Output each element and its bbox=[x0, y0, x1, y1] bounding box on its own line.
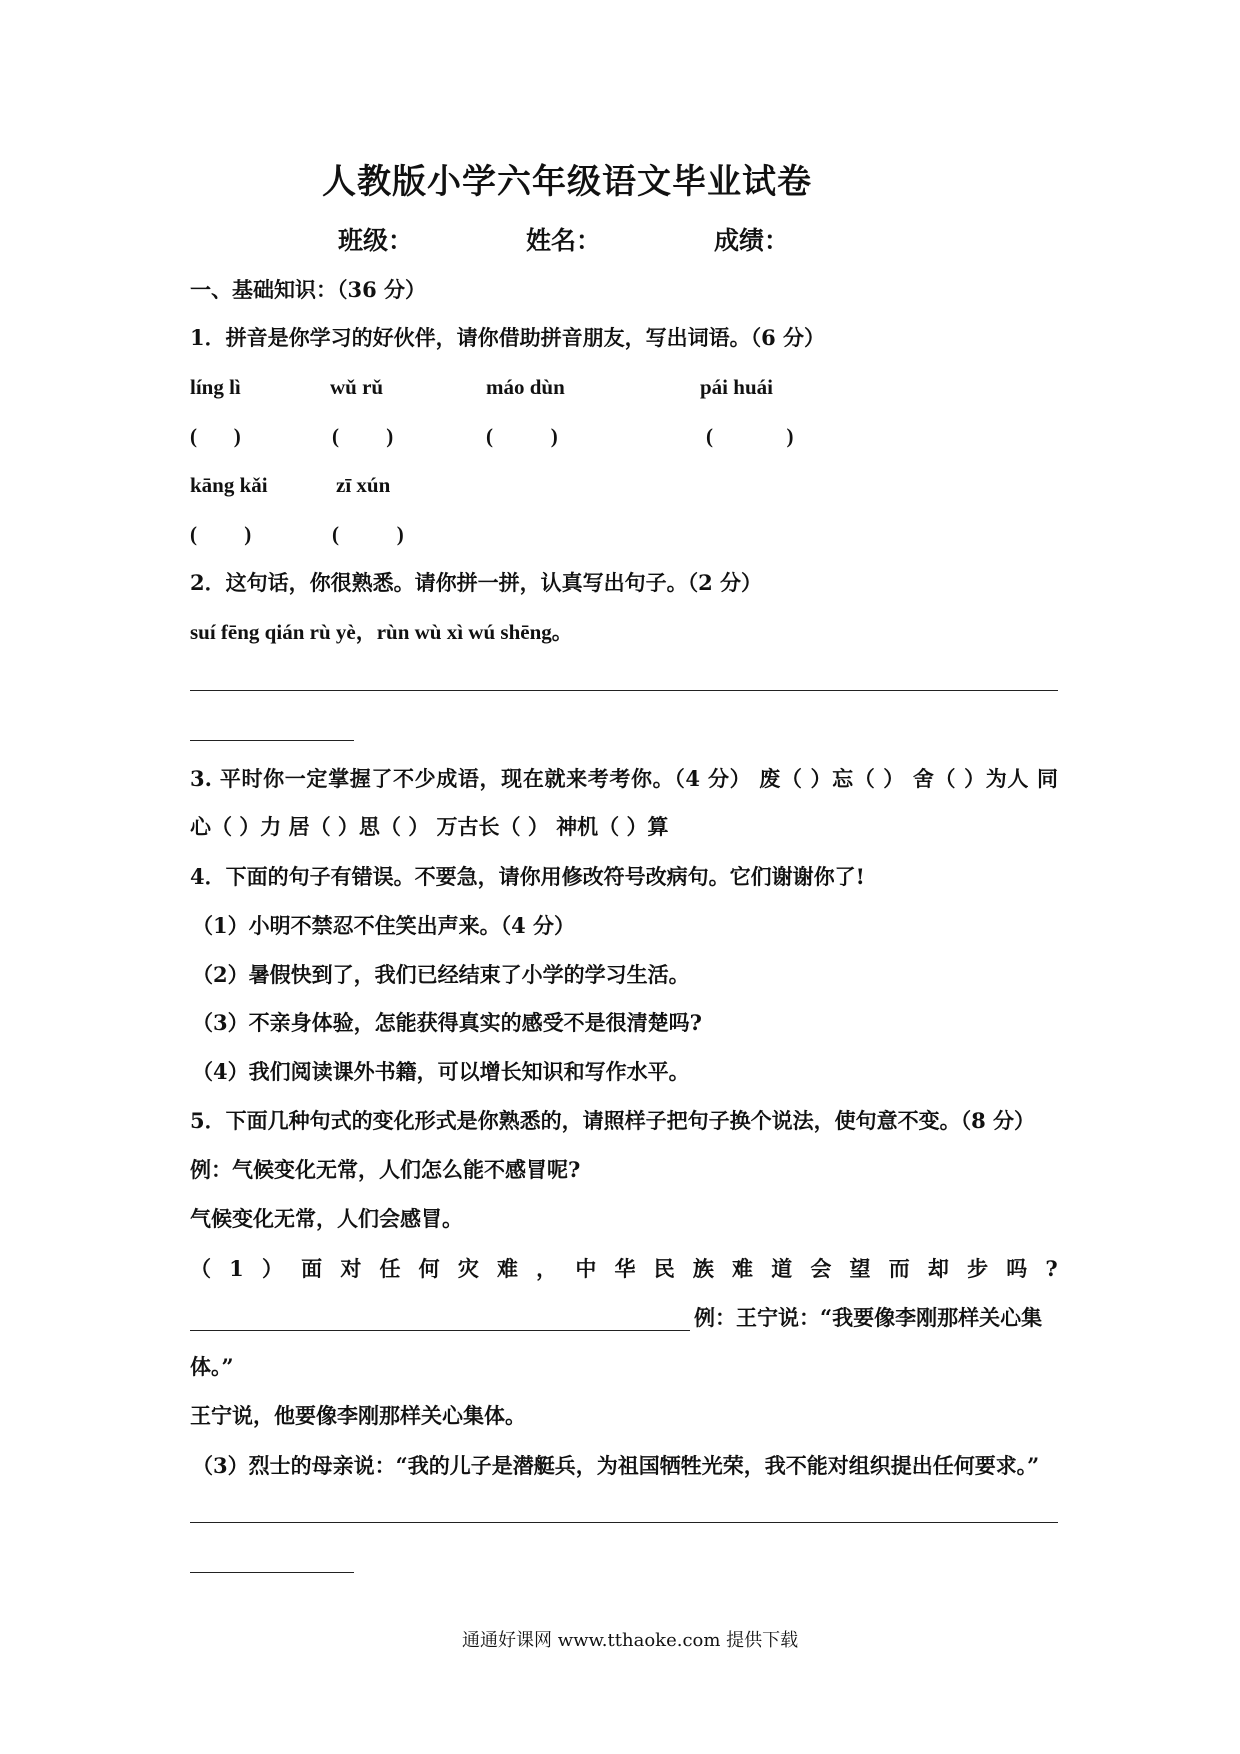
class-label: 班级： bbox=[338, 226, 414, 255]
q4-item-2: （2）暑假快到了，我们已经结束了小学的学习生活。 bbox=[192, 962, 690, 987]
pinyin-1: líng lì bbox=[190, 375, 241, 399]
q5-item-1-char: 吗 bbox=[1006, 1256, 1028, 1281]
q5-item-1-char: 难 bbox=[732, 1256, 754, 1281]
answer-blank-6[interactable]: ( ) bbox=[332, 522, 404, 546]
pinyin-5: kāng kǎi bbox=[190, 473, 268, 497]
q3-line-1: 3. 平时你一定掌握了不少成语，现在就来考考你。（4 分） 废（ ）忘（ ） 舍（ ）为人 同 bbox=[190, 766, 1058, 791]
q4-item-4: （4）我们阅读课外书籍，可以增长知识和写作水平。 bbox=[192, 1059, 690, 1084]
q2-prompt: 2．这句话，你很熟悉。请你拼一拼，认真写出句子。（2 分） bbox=[190, 570, 763, 595]
answer-line[interactable] bbox=[190, 1522, 1058, 1523]
page-title: 人教版小学六年级语文毕业试卷 bbox=[322, 162, 812, 202]
q5-item-1-char: 望 bbox=[849, 1256, 871, 1281]
q2-pinyin-sentence: suí fēng qián rù yè，rùn wù xì wú shēng。 bbox=[190, 620, 573, 644]
pinyin-3: máo dùn bbox=[486, 375, 565, 399]
name-label: 姓名： bbox=[526, 226, 602, 255]
section-heading: 一、基础知识：（36 分） bbox=[190, 277, 427, 302]
pinyin-2: wǔ rǔ bbox=[330, 375, 384, 399]
q5-prompt: 5．下面几种句式的变化形式是你熟悉的，请照样子把句子换个说法，使句意不变。（8 分） bbox=[190, 1108, 1036, 1133]
q5-item-1-char: 却 bbox=[927, 1256, 949, 1281]
q4-prompt: 4．下面的句子有错误。不要急，请你用修改符号改病句。它们谢谢你了! bbox=[190, 864, 865, 889]
q5-example-1-question: 例：气候变化无常，人们怎么能不感冒呢? bbox=[190, 1157, 581, 1182]
q5-item-1-char: 中 bbox=[575, 1256, 597, 1281]
q5-example-2-question-cont: 体。” bbox=[190, 1354, 234, 1379]
q5-item-1-char: ， bbox=[536, 1256, 558, 1281]
pinyin-6: zī xún bbox=[336, 473, 391, 497]
q5-item-1-char: 会 bbox=[810, 1256, 832, 1281]
q5-item-1-char: 面 bbox=[301, 1256, 323, 1281]
q5-item-1-char: ? bbox=[1045, 1256, 1058, 1281]
pinyin-4: pái huái bbox=[700, 375, 773, 399]
footer-text: 通通好课网 www.tthaoke.com 提供下载 bbox=[462, 1630, 799, 1651]
q5-item-1-char: 道 bbox=[771, 1256, 793, 1281]
q5-item-1-char: 步 bbox=[967, 1256, 989, 1281]
q5-item-1-char: 华 bbox=[614, 1256, 636, 1281]
answer-blank-2[interactable]: ( ) bbox=[332, 424, 394, 448]
q5-item-1-char: 难 bbox=[497, 1256, 518, 1281]
answer-blank-5[interactable]: ( ) bbox=[190, 522, 252, 546]
answer-line-short[interactable] bbox=[190, 740, 354, 741]
q5-item-1-char: 民 bbox=[653, 1256, 675, 1281]
q5-item-1-char: 而 bbox=[888, 1256, 910, 1281]
score-label: 成绩： bbox=[714, 226, 790, 255]
q5-item-1-char: ） bbox=[261, 1256, 283, 1281]
q5-item-3: （3）烈士的母亲说：“我的儿子是潜艇兵，为祖国牺牲光荣，我不能对组织提出任何要求。” bbox=[192, 1453, 1040, 1478]
q5-item-1-char: 对 bbox=[340, 1256, 362, 1281]
q5-item-1-char: 任 bbox=[379, 1256, 401, 1281]
q5-item-1-char: 1 bbox=[229, 1256, 244, 1281]
q1-prompt: 1．拼音是你学习的好伙伴，请你借助拼音朋友，写出词语。（6 分） bbox=[190, 325, 826, 350]
q4-item-3: （3）不亲身体验，怎能获得真实的感受不是很清楚吗? bbox=[192, 1010, 702, 1035]
answer-line[interactable] bbox=[190, 1330, 690, 1331]
q5-example-1-answer: 气候变化无常，人们会感冒。 bbox=[190, 1206, 463, 1231]
answer-blank-1[interactable]: ( ) bbox=[190, 424, 241, 448]
q4-item-1: （1）小明不禁忍不住笑出声来。（4 分） bbox=[192, 913, 576, 938]
q5-item-1-char: 族 bbox=[692, 1256, 714, 1281]
q3-line-2: 心（ ）力 居（ ）思（ ） 万古长（ ） 神机（ ）算 bbox=[190, 814, 669, 839]
q5-item-1-char: 何 bbox=[418, 1256, 440, 1281]
answer-blank-4[interactable]: ( ) bbox=[706, 424, 794, 448]
q5-item-1-char: 灾 bbox=[457, 1256, 479, 1281]
answer-line[interactable] bbox=[190, 690, 1058, 691]
answer-line-short[interactable] bbox=[190, 1572, 354, 1573]
answer-blank-3[interactable]: ( ) bbox=[486, 424, 558, 448]
q5-example-2-question: 例：王宁说：“我要像李刚那样关心集 bbox=[694, 1305, 1043, 1330]
q5-item-1 bbox=[190, 1258, 1058, 1279]
q5-example-2-answer: 王宁说，他要像李刚那样关心集体。 bbox=[190, 1403, 526, 1428]
q5-item-1-char: （ bbox=[190, 1256, 211, 1281]
